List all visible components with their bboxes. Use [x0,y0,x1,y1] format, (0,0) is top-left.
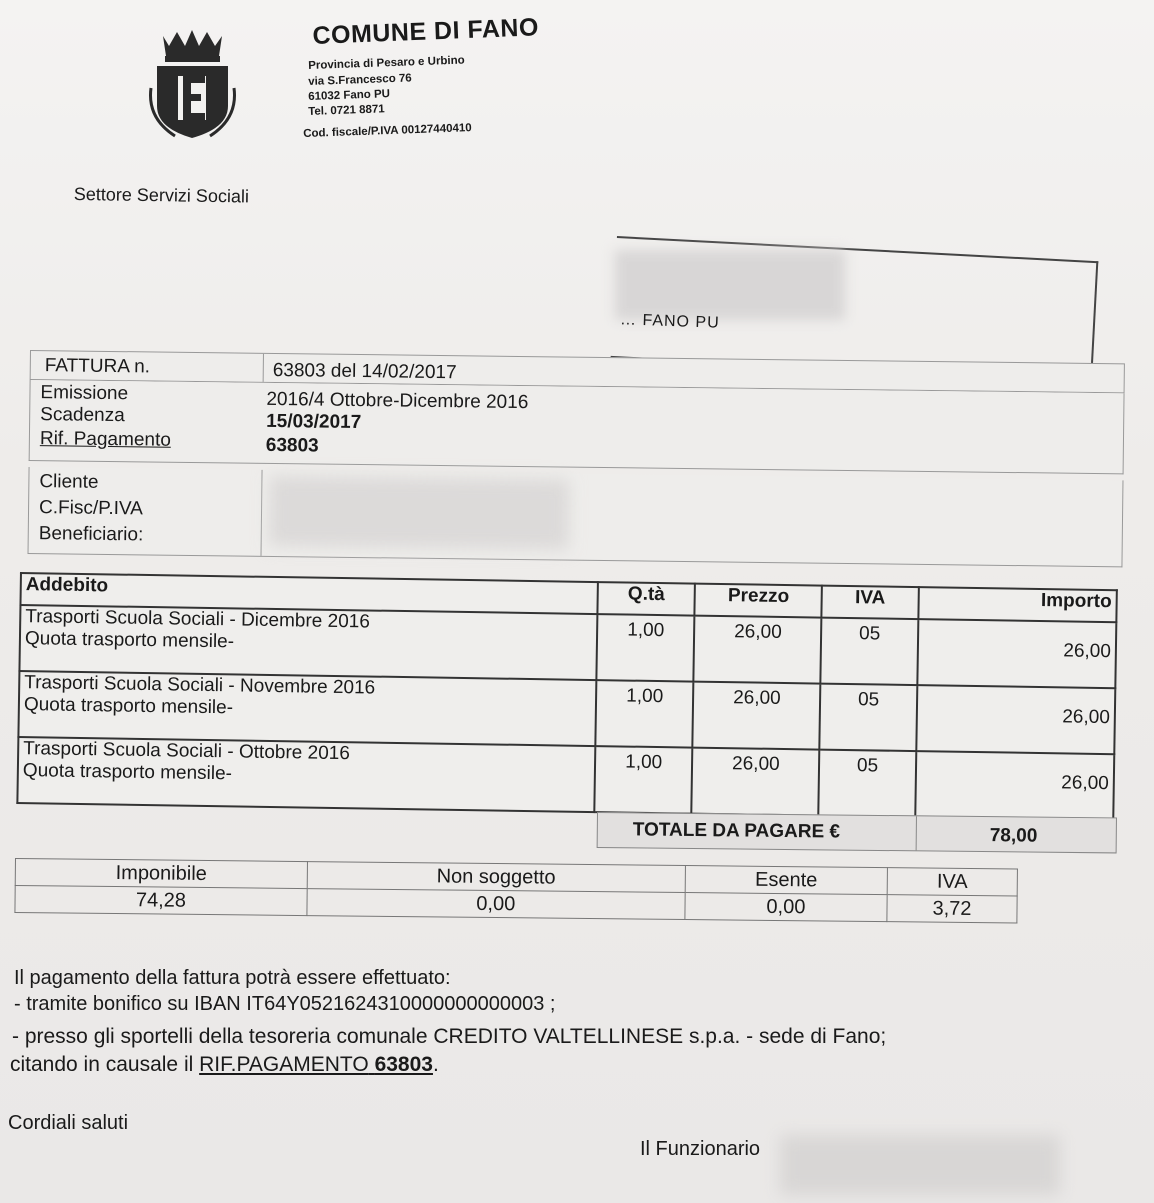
summary-exempt-value: 0,00 [685,893,888,922]
recipient-city: … FANO PU [619,311,720,332]
invoice-info-block [28,350,1125,567]
payment-reference-code: RIF.PAGAMENTO 63803 [199,1053,433,1076]
payment-treasury-line: - presso gli sportelli della tesoreria comunale CREDITO VALTELLINESE s.p.a. - sede di Fano; [12,1025,887,1048]
charge-qty: 1,00 [595,680,693,748]
municipal-crest-logo [145,28,240,143]
org-province: Provincia di Pesaro e Urbino [308,54,465,72]
payment-reference-line: citando in causale il RIF.PAGAMENTO 63803. [10,1053,439,1076]
charge-desc: Trasporti Scuola Sociali - Ottobre 2016 [23,738,351,765]
summary-col-exempt: Esente [685,866,888,895]
charge-col-qty: Q.tà [597,582,695,616]
charge-amount: 26,00 [916,685,1115,754]
payref-value: 63803 [265,434,319,457]
charge-price: 26,00 [693,682,821,750]
invoice-dates-row [29,380,1125,474]
due-value: 15/03/2017 [266,410,362,434]
org-phone: Tel. 0721 8871 [308,103,385,118]
charge-desc: Trasporti Scuola Sociali - Novembre 2016 [24,672,376,699]
emission-value: 2016/4 Ottobre-Dicembre 2016 [266,388,529,414]
charge-price: 26,00 [692,748,820,816]
charge-amount: 26,00 [917,619,1116,688]
charge-col-vat: IVA [822,586,919,620]
client-row [28,467,1124,567]
client-redacted [269,476,570,550]
greeting: Cordiali saluti [8,1112,129,1134]
summary-col-vat: IVA [887,868,1017,896]
invoice-number-value: 63803 del 14/02/2017 [272,359,457,384]
payment-intro: Il pagamento della fattura potrà essere effettuato: [14,967,451,989]
summary-col-not-subject: Non soggetto [307,862,685,893]
total-value: 78,00 [989,825,1038,847]
total-box [597,812,1117,853]
summary-not-subject-value: 0,00 [307,889,685,920]
total-label: TOTALE DA PAGARE € [632,819,841,843]
summary-taxable-value: 74,28 [15,886,307,916]
charge-sub: Quota trasporto mensile- [23,694,234,719]
signer-label: Il Funzionario [640,1138,761,1160]
org-city: 61032 Fano PU [308,88,391,103]
due-label: Scadenza [40,404,125,427]
charges-table [16,572,1118,821]
summary-col-taxable: Imponibile [15,859,307,889]
org-name: COMUNE DI FANO [312,13,540,50]
payment-reference-prefix: citando in causale il [10,1053,200,1076]
charge-qty: 1,00 [594,746,692,814]
signer-redacted [780,1135,1060,1195]
summary-vat-value: 3,72 [887,895,1017,923]
recipient-redacted [615,250,845,320]
beneficiary-label: Beneficiario: [38,523,144,546]
charge-desc: Trasporti Scuola Sociali - Dicembre 2016 [25,606,371,633]
org-tax-code: Cod. fiscale/P.IVA 00127440410 [303,122,472,140]
charge-vat: 05 [819,750,916,818]
invoice-number-label: FATTURA n. [44,355,151,378]
charge-vat: 05 [820,684,917,752]
payment-iban-line: - tramite bonifico su IBAN IT64Y0521624310000000000003 ; [14,993,556,1015]
emission-label: Emissione [40,382,129,405]
org-street: via S.Francesco 76 [308,72,412,88]
charge-col-price: Prezzo [695,584,823,618]
sector-name: Settore Servizi Sociali [73,184,250,207]
vat-summary-table [14,858,1018,924]
charge-sub: Quota trasporto mensile- [22,760,233,785]
charge-amount: 26,00 [915,751,1114,820]
charge-col-amount: Importo [918,587,1117,622]
charge-col-desc: Addebito [20,573,597,614]
charge-vat: 05 [821,618,918,686]
charge-qty: 1,00 [596,614,694,682]
fiscal-code-label: C.Fisc/P.IVA [38,497,144,520]
payref-label: Rif. Pagamento [39,428,172,451]
client-label: Cliente [39,471,99,493]
charge-sub: Quota trasporto mensile- [24,628,235,653]
charge-price: 26,00 [694,616,822,684]
